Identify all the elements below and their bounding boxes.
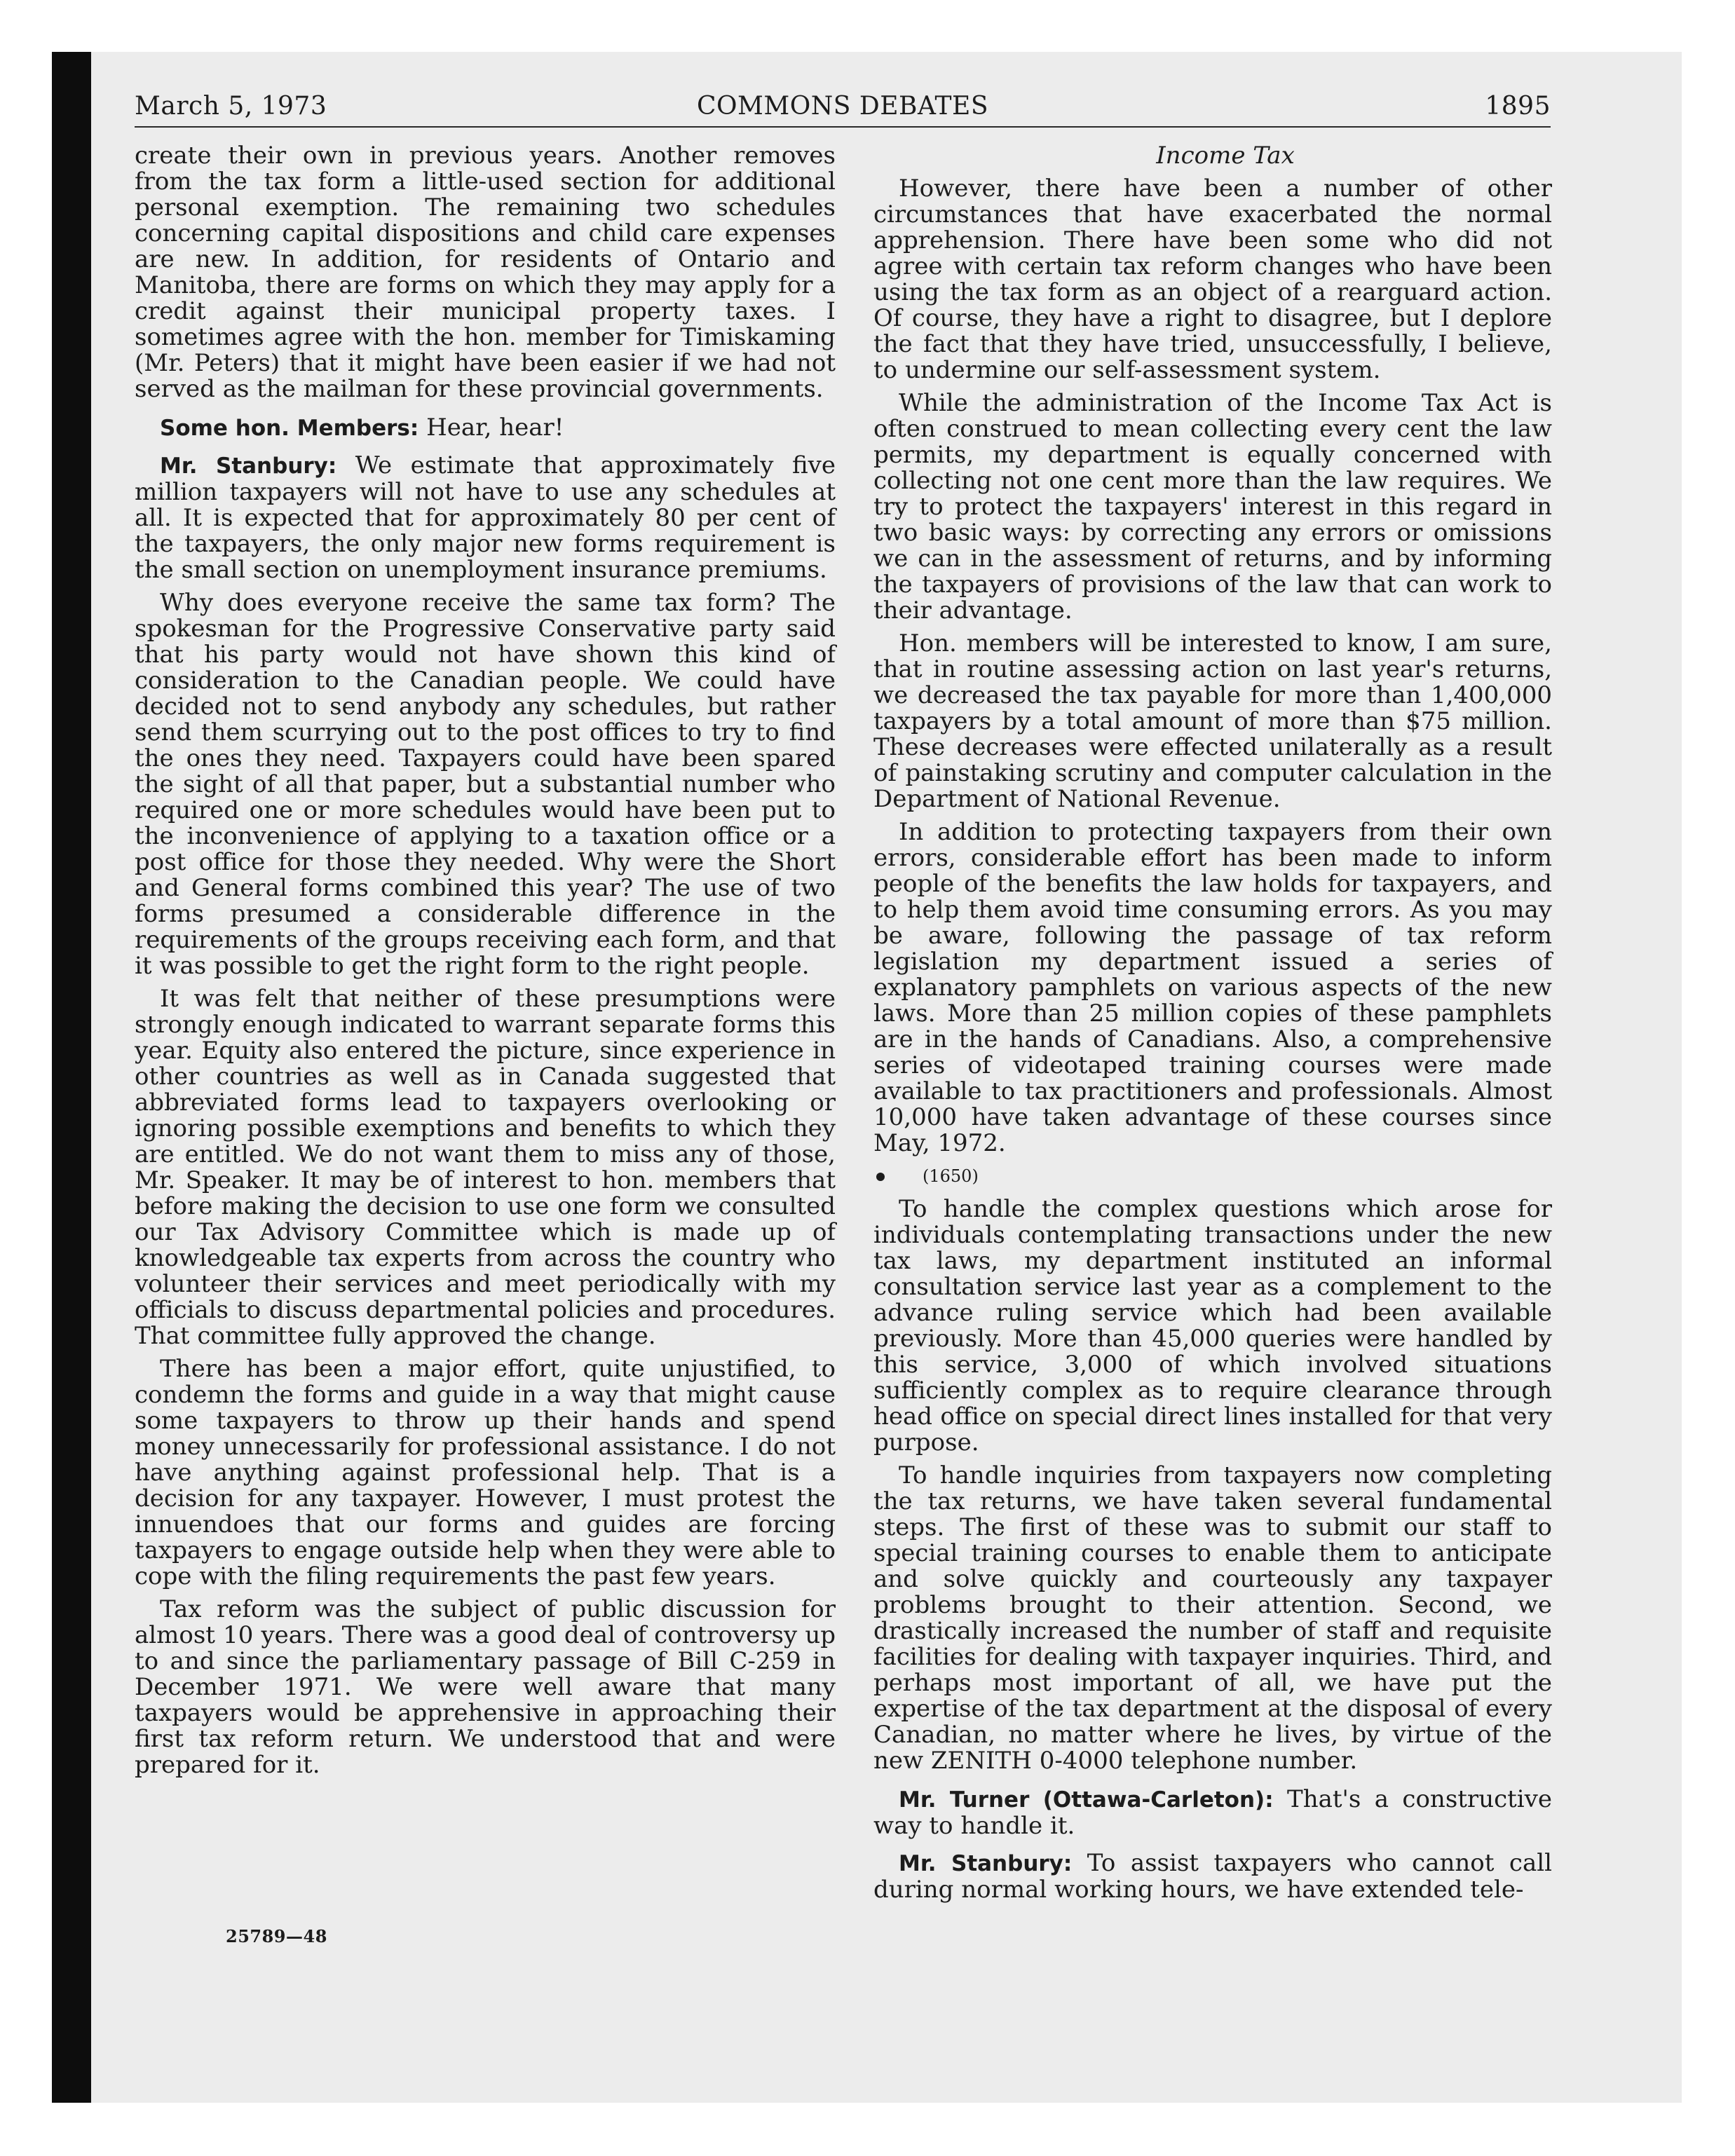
paragraph: create their own in previous years. Another removes from the tax form a little-used section for additional personal exemption. The remaining two schedules concerning capital dispositions and child care expenses are new. In addition, for residents of Ontario and Manitoba, there are forms on which they may apply for a credit against their municipal property taxes. I sometimes agree with the hon. member for Timiskaming (Mr. Peters) that it might have been easier if we had not served as the mailman for these provincial governments. — [135, 142, 836, 403]
paragraph: There has been a major effort, quite unjustified, to condemn the forms and guide in a way that might cause some taxpayers to throw up their hands and spend money unnecessarily for professional assistance. I do not have anything against professional help. That is a decision for any taxpayer. However, I must protest the innuendoes that our forms and guides are forcing taxpayers to engage outside help when they were able to cope with the filing requirements the past few years. — [135, 1355, 836, 1590]
paragraph: While the administration of the Income Tax Act is often construed to mean collecting every cent the law permits, my department is equally concerned with collecting not one cent more than the law requires. We try to protect the taxpayers' interest in this regard in two basic ways: by correcting any errors or omissions we can in the assessment of returns, and by informing the taxpayers of provisions of the law that can work to their advantage. — [873, 389, 1552, 625]
timestamp-marker — [873, 1164, 1552, 1189]
print-code: 25789—48 — [226, 1926, 327, 1946]
paragraph: Why does everyone receive the same tax form? The spokesman for the Progressive Conservative party said that his party would not have shown this kind of consideration to the Canadian people. We could have decided not to send anybody any schedules, but rather send them scurrying out to the post offices to try to find the ones they need. Taxpayers could have been spared the sight of all that paper, but a substantial number who required one or more schedules would have been put to the inconvenience of applying to a taxation office or a post office for those they needed. Why were the Short and General forms combined this year? The use of two forms presumed a considerable difference in the requirements of the groups receiving each form, and that it was possible to get the right form to the right people. — [135, 589, 836, 980]
paragraph: To handle the complex questions which arose for individuals contemplating transactions under the new tax laws, my department instituted an informal consultation service last year as a complement to the advance ruling service which had been available previously. More than 45,000 queries were handled by this service, 3,000 of which involved situations sufficiently complex as to require clearance through head office on special direct lines installed for that very purpose. — [873, 1195, 1552, 1456]
timestamp-text: (1650) — [923, 1166, 979, 1186]
speech-text: That's a constructive way to handle it. — [873, 1785, 1552, 1840]
speech-text: To assist taxpayers who cannot call during normal working hours, we have extended tele- — [873, 1849, 1552, 1904]
paragraph: Tax reform was the subject of public discussion for almost 10 years. There was a good deal of controversy up to and since the parliamentary passage of Bill C-259 in December 1971. We were well aware that many taxpayers would be apprehensive in approaching their first tax reform return. We understood that and were prepared for it. — [135, 1595, 836, 1779]
left-column — [135, 143, 836, 1785]
header-title: COMMONS DEBATES — [697, 92, 988, 121]
header-date: March 5, 1973 — [135, 92, 327, 121]
speaker-name: Mr. Stanbury: — [899, 1851, 1073, 1876]
section-subheading: Income Tax — [1156, 142, 1295, 170]
paragraph: In addition to protecting taxpayers from their own errors, considerable effort has been made to inform people of the benefits the law holds for taxpayers, and to help them avoid time consuming errors. As you may be aware, following the passage of tax reform legislation my department issued a series of explanatory pamphlets on various aspects of the new laws. More than 25 million copies of these pamphlets are in the hands of Canadians. Also, a comprehensive series of videotaped training courses were made available to tax practitioners and professionals. Almost 10,000 have taken advantage of these courses since May, 1972. — [873, 818, 1552, 1157]
paragraph: Hon. members will be interested to know, I am sure, that in routine assessing action on last year's returns, we decreased the tax payable for more than 1,400,000 taxpayers by a total amount of more than $75 million. These decreases were effected unilaterally as a result of painstaking scrutiny and computer calculation in the Department of National Revenue. — [873, 629, 1552, 813]
speech-stanbury — [135, 453, 836, 583]
paragraph: However, there have been a number of other circumstances that have exacerbated the normal apprehension. There have been some who did not agree with certain tax reform changes who have been using the tax form as an object of a rearguard action. Of course, they have a right to disagree, but I deplore the fact that they have tried, unsuccessfully, I believe, to undermine our self-assessment system. — [873, 175, 1552, 384]
paragraph: To handle inquiries from taxpayers now completing the tax returns, we have taken several fundamental steps. The first of these was to submit our staff to special training courses to enable them to anticipate and solve quickly and courteously any taxpayer problems brought to their attention. Second, we drastically increased the number of staff and requisite facilities for dealing with taxpayer inquiries. Third, and perhaps most important of all, we have put the expertise of the tax department at the disposal of every Canadian, no matter where he lives, by virtue of the new ZENITH 0-4000 telephone number. — [873, 1461, 1552, 1775]
speech-text: Hear, hear! — [426, 414, 564, 442]
scan-edge-bar — [52, 52, 91, 2103]
right-column — [873, 143, 1552, 1910]
speech-stanbury — [873, 1850, 1552, 1903]
speaker-name: Mr. Stanbury: — [160, 453, 337, 479]
page-number: 1895 — [1485, 92, 1551, 121]
speaker-name: Some hon. Members: — [160, 416, 419, 441]
bullet-icon — [876, 1173, 885, 1181]
speaker-name: Mr. Turner (Ottawa-Carleton): — [899, 1787, 1274, 1813]
paragraph: It was felt that neither of these presumptions were strongly enough indicated to warrant separate forms this year. Equity also entered the picture, since experience in other countries as well as in Canada suggested that abbreviated forms lead to taxpayers overlooking or ignoring possible exemptions and benefits to which they are entitled. We do not want them to miss any of those, Mr. Speaker. It may be of interest to hon. members that before making the decision to use one form we consulted our Tax Advisory Committee which is made up of knowledgeable tax experts from across the country who volunteer their services and meet periodically with my officials to discuss departmental policies and procedures. That committee fully approved the change. — [135, 985, 836, 1350]
page-header — [135, 87, 1551, 128]
speech-some-hon-members — [135, 415, 836, 442]
speech-turner — [873, 1787, 1552, 1839]
speech-text: We estimate that approximately five million taxpayers will not have to use any schedules at all. It is expected that for approximately 80 per cent of the taxpayers, the only major new forms requirement is the small section on unemployment insurance premiums. — [135, 451, 836, 584]
